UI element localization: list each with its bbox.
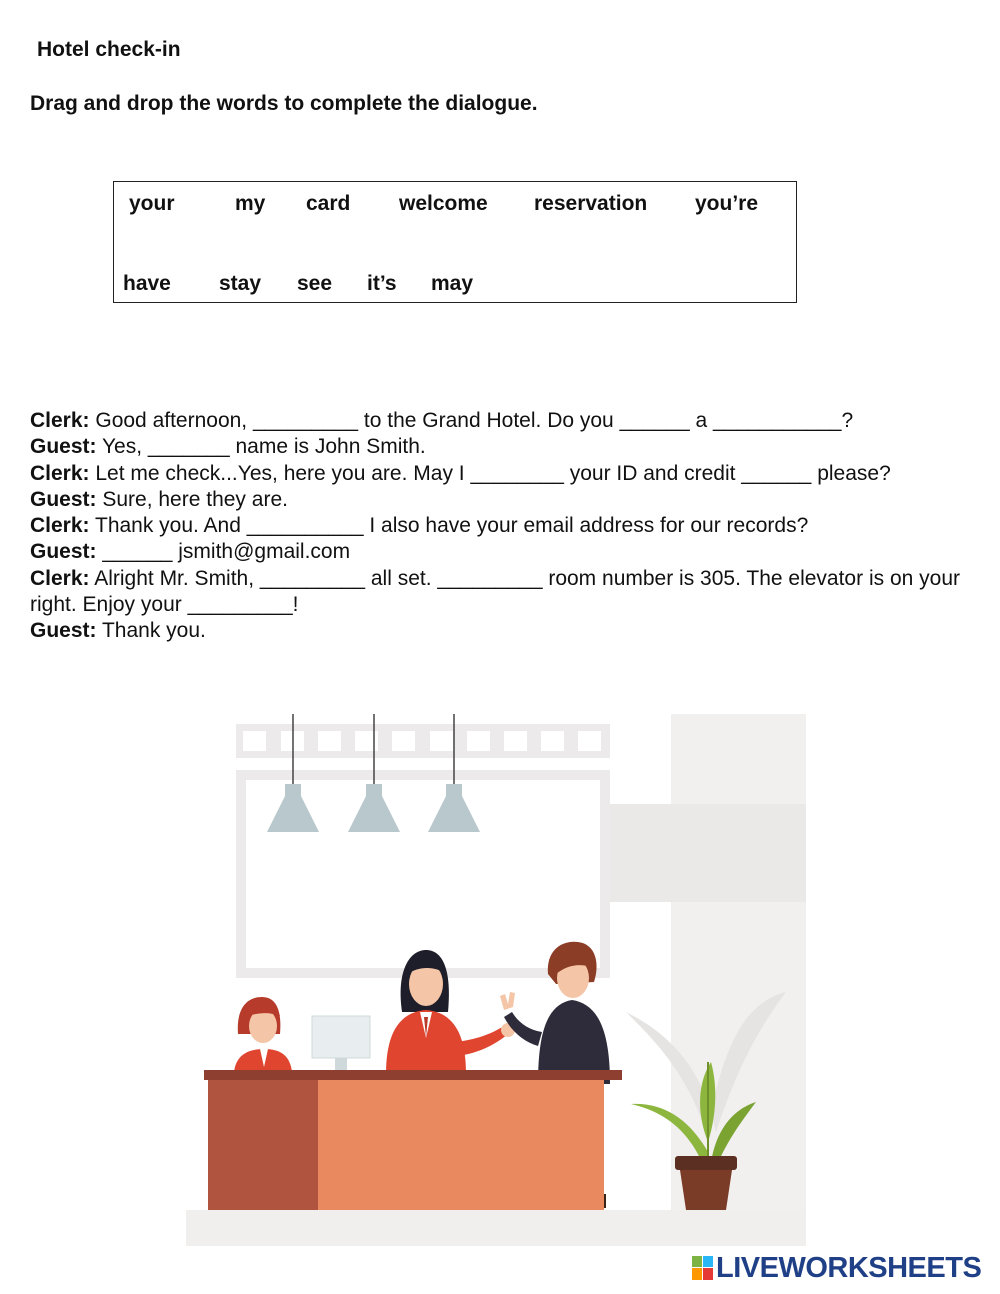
speaker-label: Guest:: [30, 435, 97, 459]
dialogue-line: [30, 566, 980, 619]
line-text: Thank you.: [96, 619, 206, 643]
draggable-word[interactable]: see: [297, 272, 333, 295]
line-text: Yes, _______ name is John Smith.: [96, 435, 426, 459]
dialogue-line: [30, 618, 980, 644]
speaker-label: Guest:: [30, 619, 97, 643]
dialogue-line: [30, 408, 980, 434]
instruction-text: Drag and drop the words to complete the dialogue.: [30, 92, 538, 115]
draggable-word[interactable]: card: [306, 192, 351, 215]
speaker-label: Clerk:: [30, 409, 90, 432]
line-text: Let me check...Yes, here you are. May I ________ your ID and credit ______ please?: [89, 461, 891, 485]
dialogue: [30, 408, 980, 645]
dialogue-line: [30, 434, 980, 460]
dialogue-line: [30, 461, 980, 487]
line-text: Sure, here they are.: [96, 487, 288, 511]
line-text: Alright Mr. Smith, _________ all set. _________ room number is 305. The elevator is on your right. Enjoy your _________!: [30, 566, 960, 617]
draggable-word[interactable]: welcome: [399, 192, 488, 215]
logo-text: LIVEWORKSHEETS: [716, 1251, 982, 1284]
reception-desk: [204, 1070, 622, 1210]
draggable-word[interactable]: my: [235, 192, 266, 215]
word-bank: [113, 181, 797, 303]
draggable-word[interactable]: reservation: [534, 192, 648, 215]
dialogue-line: [30, 539, 980, 565]
line-text: ______ jsmith@gmail.com: [96, 540, 351, 564]
floor: [186, 1210, 806, 1246]
line-text: Good afternoon, _________ to the Grand Hotel. Do you ______ a ___________?: [89, 409, 854, 432]
liveworksheets-logo[interactable]: [692, 1253, 981, 1283]
hotel-reception-illustration: [186, 712, 808, 1248]
draggable-word[interactable]: stay: [219, 272, 262, 295]
draggable-word[interactable]: it’s: [367, 272, 397, 295]
draggable-word[interactable]: you’re: [695, 192, 759, 215]
computer-monitor-icon: [312, 1016, 370, 1070]
dialogue-line: [30, 513, 980, 539]
draggable-word[interactable]: may: [431, 272, 474, 295]
speaker-label: Clerk:: [30, 461, 90, 485]
speaker-label: Guest:: [30, 540, 97, 564]
dialogue-line: [30, 487, 980, 513]
worksheet-title: Hotel check-in: [37, 38, 181, 61]
draggable-word[interactable]: have: [123, 272, 171, 295]
wall-panel: [578, 804, 806, 902]
draggable-word[interactable]: your: [129, 192, 175, 215]
speaker-label: Clerk:: [30, 566, 90, 590]
speaker-label: Guest:: [30, 487, 97, 511]
receptionist-seated: [234, 997, 292, 1072]
speaker-label: Clerk:: [30, 514, 90, 538]
liveworksheets-logo-icon: [692, 1256, 713, 1280]
line-text: Thank you. And __________ I also have your email address for our records?: [89, 514, 809, 538]
